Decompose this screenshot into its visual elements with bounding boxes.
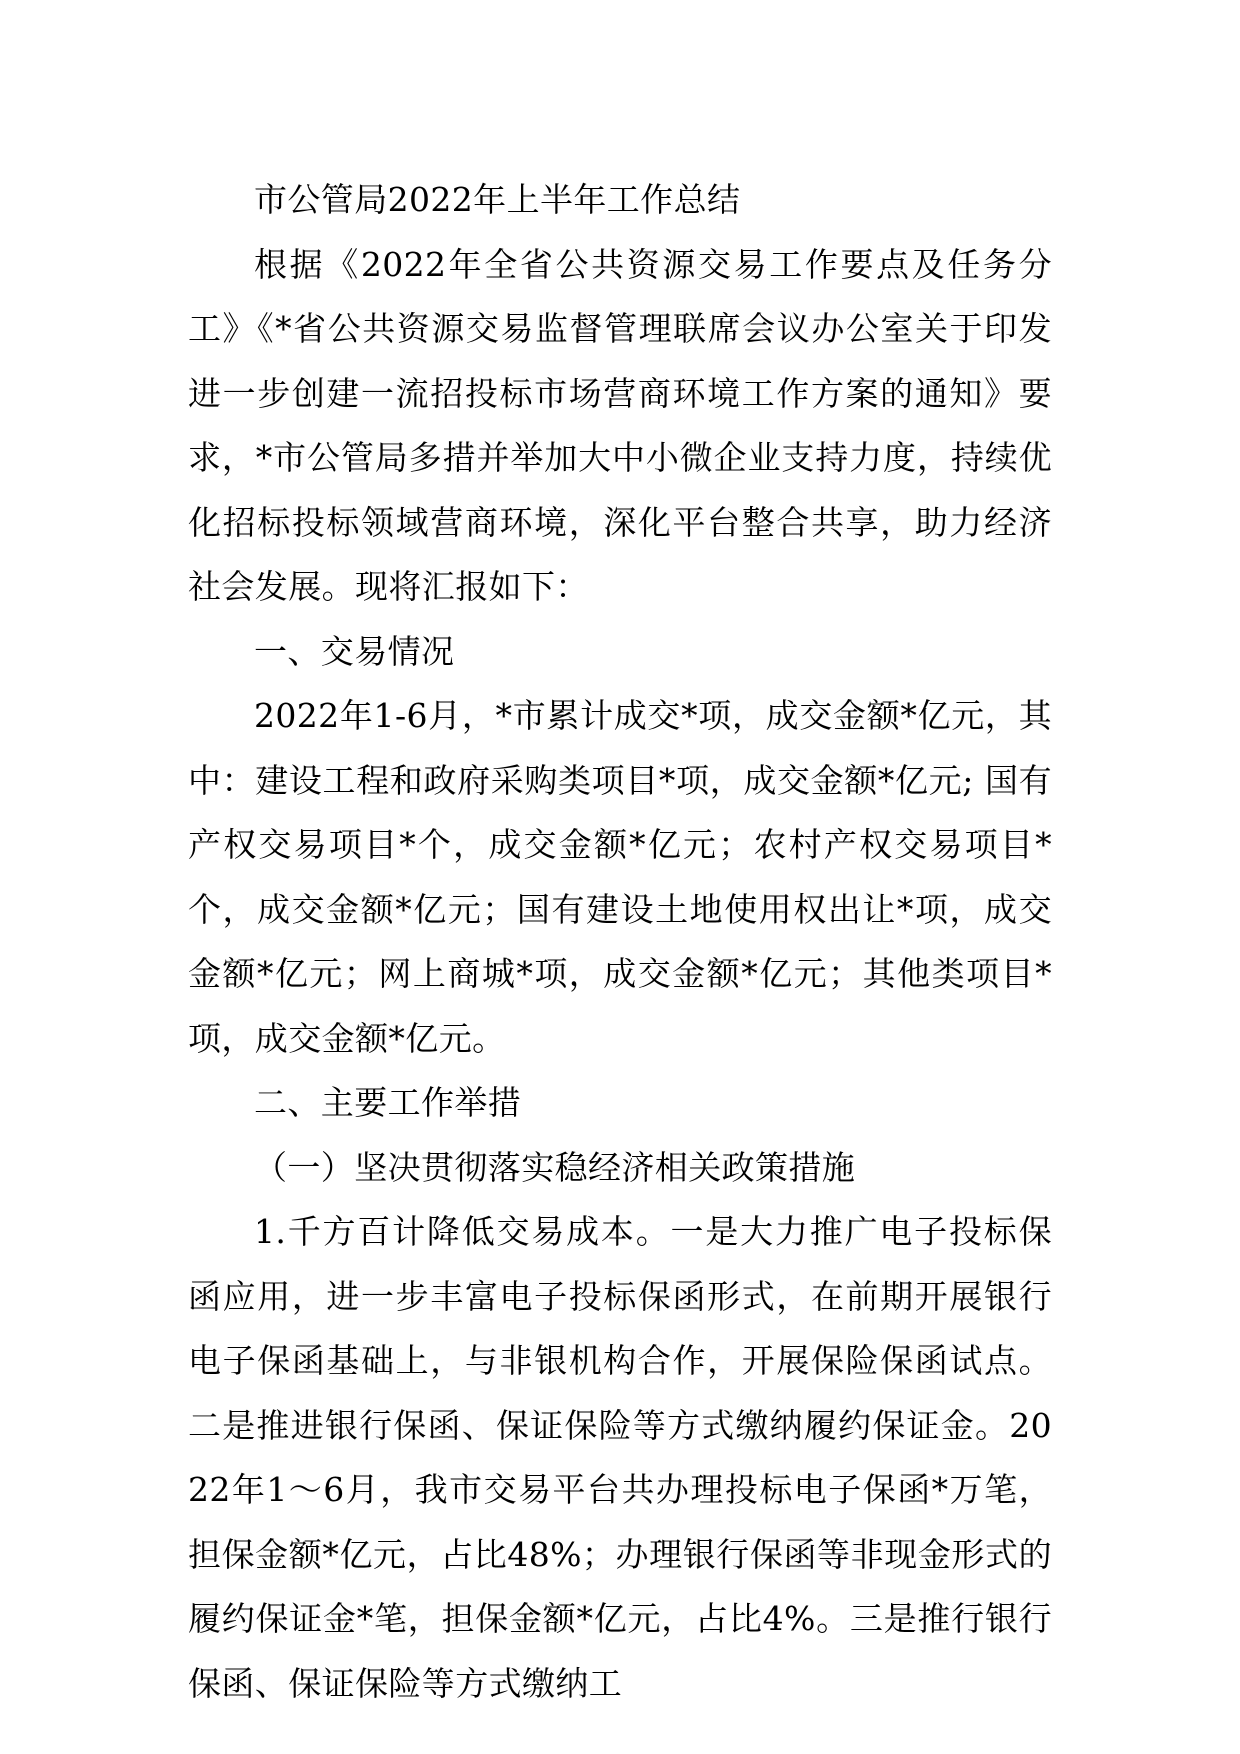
section-heading-trading: 一、交易情况 [254, 631, 455, 671]
section-heading-measures: 二、主要工作举措 [254, 1083, 522, 1122]
document-title: 市公管局2022年上半年工作总结 [254, 180, 741, 219]
document-body [188, 168, 1052, 1716]
subsection-heading-policies: （一）坚决贯彻落实稳经济相关政策措施 [254, 1147, 856, 1187]
paragraph-cost-reduction: 1.千方百计降低交易成本。一是大力推广电子投标保函应用，进一步丰富电子投标保函形式，在前期开展银行电子保函基础上，与非银机构合作，开展保险保函试点。二是推进银行保函、保证保险等方式缴纳履约保证金。2022年1～6月，我市交易平台共办理投标电子保函*万笔，担保金额*亿元，占比48%；办理银行保函等非现金形式的履约保证金*笔，担保金额*亿元，占比4%。三是推行银行保函、保证保险等方式缴纳工 [188, 1212, 1052, 1703]
paragraph-intro: 根据《2022年全省公共资源交易工作要点及任务分工》《*省公共资源交易监督管理联席会议办公室关于印发进一步创建一流招投标市场营商环境工作方案的通知》要求，*市公管局多措并举加大中小微企业支持力度，持续优化招标投标领域营商环境，深化平台整合共享，助力经济社会发展。现将汇报如下： [188, 244, 1052, 606]
paragraph-trading: 2022年1-6月，*市累计成交*项，成交金额*亿元，其中：建设工程和政府采购类项目*项，成交金额*亿元; 国有产权交易项目*个，成交金额*亿元；农村产权交易项目*个，成交金额*亿元；国有建设土地使用权出让*项，成交金额*亿元；网上商城*项，成交金额*亿元；其他类项目*项，成交金额*亿元。 [188, 696, 1052, 1058]
